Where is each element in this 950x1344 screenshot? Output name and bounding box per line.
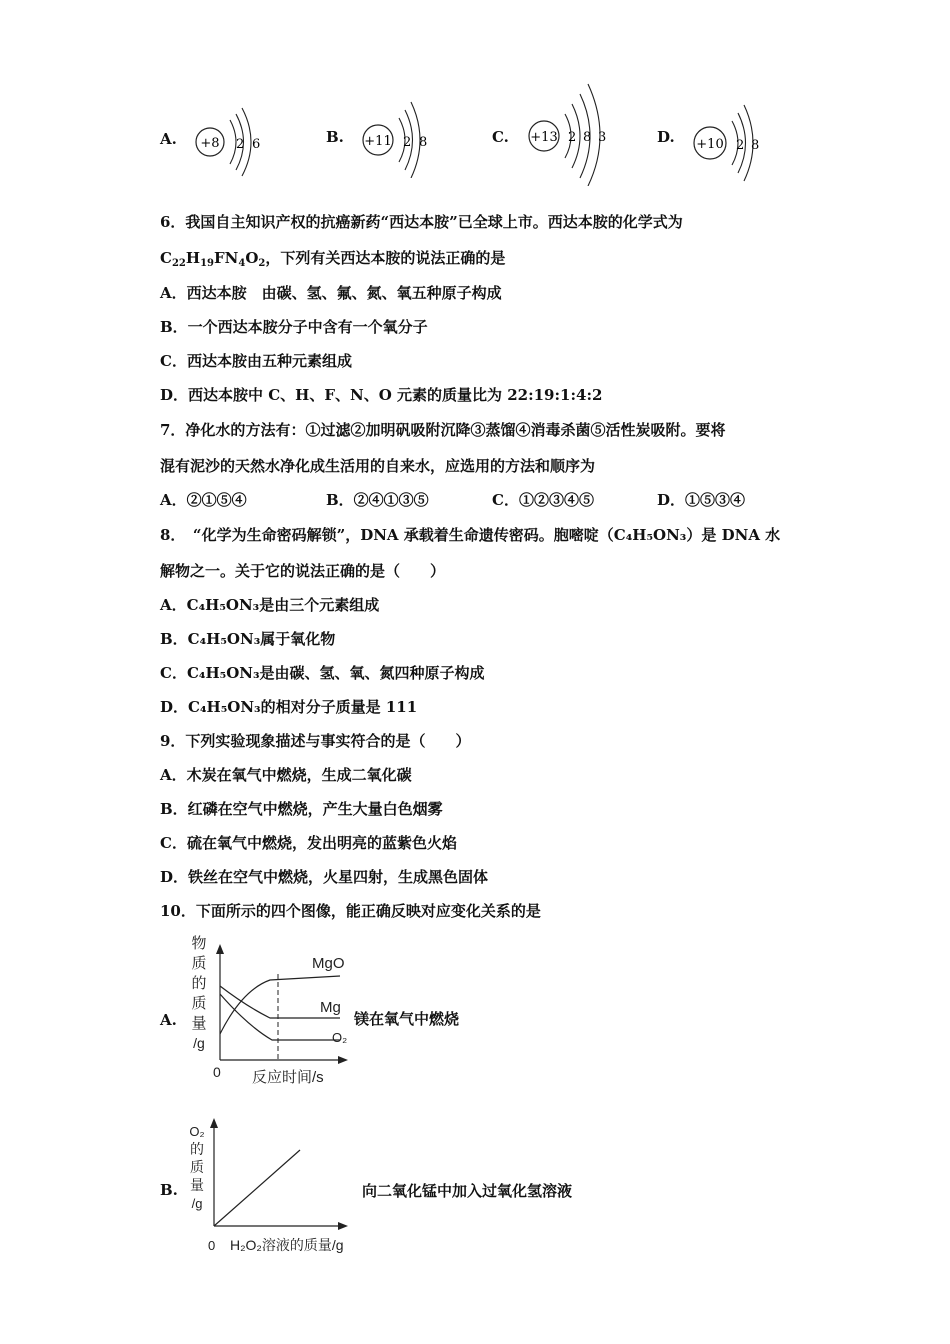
q5-option-b-atom-diagram [356, 96, 436, 178]
q9-stem: 9．下列实验现象描述与事实符合的是（ ） [160, 732, 471, 750]
graph-b-x-axis-label: H₂O₂溶液的质量/g [230, 1237, 344, 1253]
graph-b-origin: 0 [208, 1238, 216, 1253]
shell-electrons: 2 [403, 135, 412, 150]
graph-a-label-mg: Mg [320, 999, 341, 1016]
graph-b-y-arrow [210, 1118, 218, 1128]
q7-option-d: D．①⑤③④ [657, 491, 746, 509]
svg-text:/g: /g [191, 1196, 203, 1211]
svg-text:质: 质 [191, 995, 207, 1012]
q8-option-a: A．C₄H₅ON₃是由三个元素组成 [160, 596, 380, 614]
shell-electrons: 6 [252, 137, 261, 152]
graph-a-label-mgo: MgO [312, 955, 345, 972]
q8-stem-line2: 解物之一。关于它的说法正确的是（ ） [160, 562, 446, 580]
q5-option-c-label: C. [492, 128, 509, 146]
q7-option-a: A．②①⑤④ [160, 491, 247, 509]
graph-a-y-axis-label [191, 934, 206, 1051]
nucleus-charge: +8 [200, 136, 220, 151]
q10-graph-a [180, 930, 380, 1090]
shell-electrons: 8 [419, 135, 428, 150]
q6-option-d: D．西达本胺中 C、H、F、N、O 元素的质量比为 22:19:1:4:2 [160, 386, 603, 404]
q7-option-b: B．②④①③⑤ [326, 491, 429, 509]
nucleus-charge: +10 [696, 137, 724, 152]
svg-text:的: 的 [190, 1141, 204, 1157]
q10-stem: 10．下面所示的四个图像，能正确反映对应变化关系的是 [160, 902, 541, 920]
q5-option-d-atom-diagram [688, 98, 768, 184]
graph-a-x-axis-label: 反应时间/s [252, 1069, 324, 1086]
graph-a-y-arrow [216, 944, 224, 954]
svg-text:/g: /g [193, 1035, 205, 1051]
q9-option-b: B．红磷在空气中燃烧，产生大量白色烟雾 [160, 800, 443, 818]
q6-option-c: C．西达本胺由五种元素组成 [160, 352, 352, 370]
graph-b-line [214, 1150, 300, 1226]
q10-graph-b-caption: 向二氧化锰中加入过氧化氢溶液 [362, 1182, 573, 1200]
shell-electrons: 2 [736, 138, 745, 153]
shell-electrons: 3 [598, 130, 607, 145]
graph-a-origin: 0 [213, 1064, 221, 1080]
graph-b-y-axis-label [189, 1124, 204, 1211]
svg-text:O₂: O₂ [189, 1124, 205, 1139]
q5-option-b-label: B. [326, 128, 344, 146]
svg-text:量: 量 [191, 1015, 207, 1032]
svg-text:的: 的 [191, 975, 207, 992]
shell-electrons: 8 [583, 130, 592, 145]
q8-option-d: D．C₄H₅ON₃的相对分子质量是 111 [160, 698, 418, 716]
nucleus-charge: +13 [530, 130, 558, 145]
q6-option-a: A．西达本胺 由碳、氢、氟、氮、氧五种原子构成 [160, 284, 502, 302]
q8-option-b: B．C₄H₅ON₃属于氧化物 [160, 630, 336, 648]
svg-text:质: 质 [191, 955, 207, 972]
q9-option-a: A．木炭在氧气中燃烧，生成二氧化碳 [160, 766, 412, 784]
q10-graph-a-caption: 镁在氧气中燃烧 [354, 1010, 460, 1028]
q8-option-c: C．C₄H₅ON₃是由碳、氢、氧、氮四种原子构成 [160, 664, 485, 682]
shell-electrons: 8 [751, 138, 760, 153]
q6-stem-line1: 6．我国自主知识产权的抗癌新药“西达本胺”已全球上市。西达本胺的化学式为 [160, 213, 683, 231]
q9-option-d: D．铁丝在空气中燃烧，火星四射，生成黑色固体 [160, 868, 489, 886]
q9-option-c: C．硫在氧气中燃烧，发出明亮的蓝紫色火焰 [160, 834, 457, 852]
q7-stem-line2: 混有泥沙的天然水净化成生活用的自来水，应选用的方法和顺序为 [160, 457, 596, 475]
q7-option-c: C．①②③④⑤ [492, 491, 594, 509]
q5-option-a-atom-diagram [190, 98, 270, 180]
svg-text:物: 物 [191, 935, 207, 952]
q10-graph-b [180, 1108, 380, 1258]
q6-option-b: B．一个西达本胺分子中含有一个氧分子 [160, 318, 428, 336]
q5-option-d-label: D. [657, 128, 675, 146]
q6-formula: $C_{22}H_{19}FN_4O_2$ [160, 249, 266, 269]
shell-electrons: 2 [236, 137, 245, 152]
q8-stem-line1: 8． “化学为生命密码解锁”，DNA 承载着生命遗传密码。胞嘧啶（C₄H₅ON₃）是 DNA 水 [160, 526, 781, 544]
graph-a-x-arrow [338, 1056, 348, 1064]
graph-a-label-o2: O₂ [332, 1030, 348, 1045]
nucleus-charge: +11 [364, 134, 392, 149]
q10-graph-b-label: B. [160, 1181, 178, 1199]
svg-text:量: 量 [190, 1177, 204, 1193]
q7-stem-line1: 7．净化水的方法有：①过滤②加明矾吸附沉降③蒸馏④消毒杀菌⑤活性炭吸附。要将 [160, 421, 726, 439]
q6-stem-line2: $C_{22}H_{19}FN_4O_2$，下列有关西达本胺的说法正确的是 [160, 249, 506, 269]
q5-option-c-atom-diagram [522, 80, 622, 186]
graph-b-x-arrow [338, 1222, 348, 1230]
q5-option-a-label: A. [160, 130, 177, 148]
shell-electrons: 2 [568, 130, 577, 145]
q10-graph-a-label: A. [160, 1011, 177, 1029]
svg-text:质: 质 [190, 1159, 204, 1175]
